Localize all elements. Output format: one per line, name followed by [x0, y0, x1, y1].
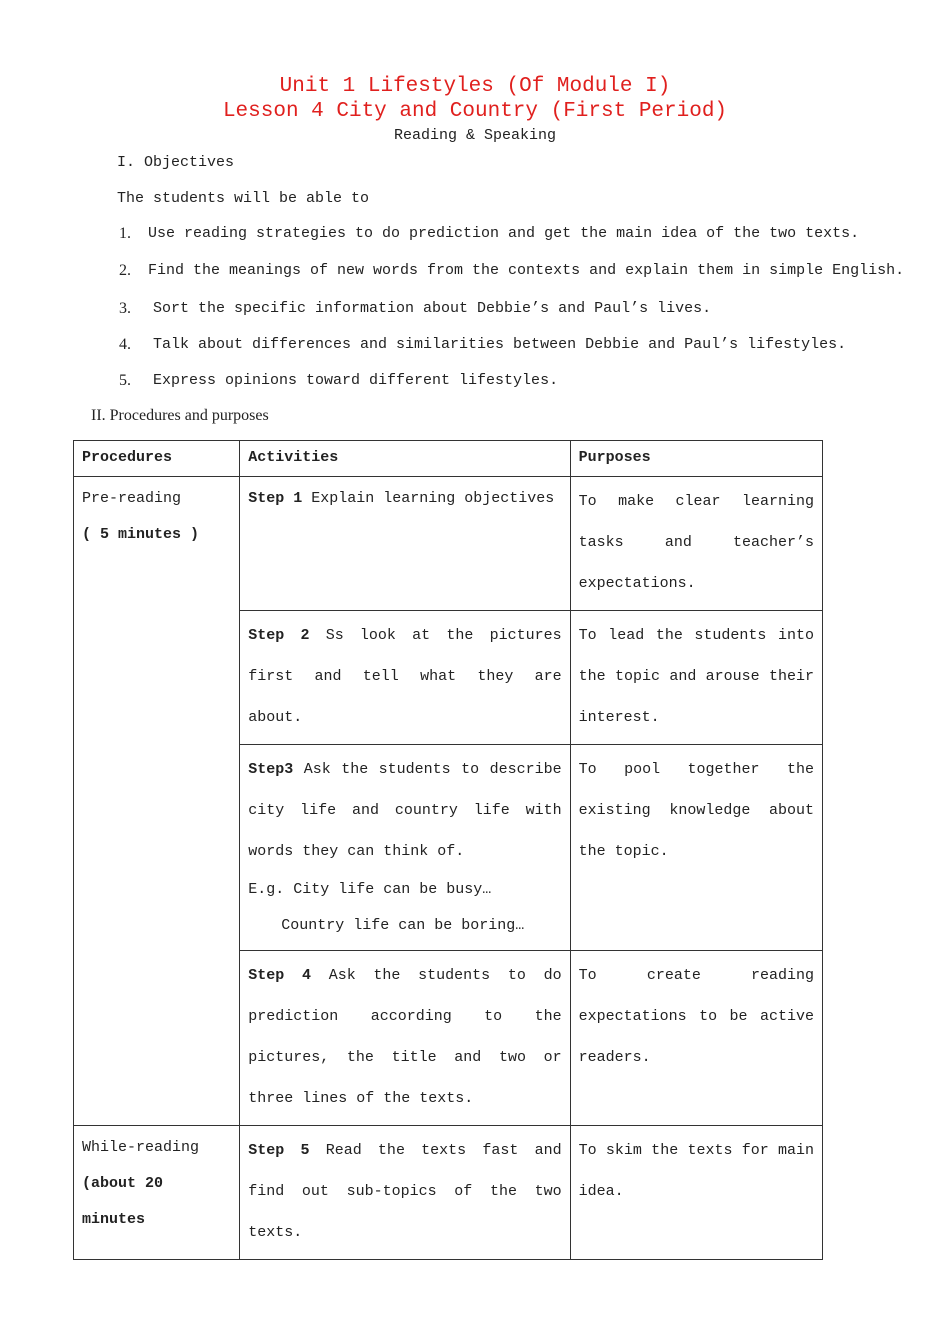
objective-text: Talk about differences and similarities between Debbie and Paul’s lifestyles. [153, 336, 847, 353]
lesson-title: Lesson 4 City and Country (First Period) [222, 100, 728, 123]
activity-cell [240, 745, 570, 951]
objective-number: 3. [119, 300, 131, 317]
activity-text: Explain learning objectives [302, 490, 555, 507]
activity-text: Read the texts fast and find out sub-topics of the two texts. [248, 1142, 562, 1241]
purpose-cell [570, 611, 822, 745]
step-label: Step 4 [248, 967, 311, 984]
objectives-intro: The students will be able to [117, 190, 370, 207]
stage-name: While-reading [82, 1139, 200, 1156]
step-label: Step 1 [248, 490, 303, 507]
activity-text: Ss look at the pictures first and tell what they are about. [248, 627, 562, 726]
objective-text: Find the meanings of new words from the contexts and explain them in simple English. [148, 262, 905, 279]
stage-cell [74, 477, 240, 1126]
activity-cell [240, 1126, 570, 1260]
table-row [74, 1126, 823, 1260]
table-row [74, 477, 823, 611]
activity-cell [240, 951, 570, 1126]
objective-text: Use reading strategies to do prediction and get the main idea of the two texts. [148, 225, 860, 242]
activity-text: Ask the students to describe city life and country life with words they can think of. [248, 761, 562, 860]
step-label: Step3 [248, 761, 294, 778]
purpose-cell [570, 951, 822, 1126]
procedures-heading: II. Procedures and purposes [91, 407, 269, 424]
column-header-activities: Activities [240, 441, 570, 477]
purpose-text: To skim the texts for main idea. [578, 1142, 814, 1200]
column-header-purposes: Purposes [570, 441, 822, 477]
purpose-text: To lead the students into the topic and arouse their interest. [578, 627, 814, 726]
objective-text: Express opinions toward different lifestyles. [153, 372, 559, 389]
purpose-text: To make clear learning tasks and teacher’s expectations. [578, 493, 814, 592]
activity-cell [240, 477, 570, 611]
step-label: Step 2 [248, 627, 310, 644]
purpose-cell [570, 477, 822, 611]
activity-example: Country life can be boring… [281, 917, 525, 934]
stage-name: Pre-reading [82, 490, 182, 507]
table-header-row [74, 441, 823, 477]
activity-example: E.g. City life can be busy… [248, 881, 492, 898]
stage-duration: ( 5 minutes ) [82, 526, 200, 543]
objective-number: 2. [119, 262, 131, 279]
objective-number: 5. [119, 372, 131, 389]
stage-duration: (about 20 minutes [82, 1175, 164, 1228]
purpose-text: To pool together the existing knowledge about the topic. [578, 761, 814, 860]
purpose-text: To create reading expectations to be active readers. [578, 967, 814, 1066]
activity-main [248, 749, 561, 872]
activity-cell [240, 611, 570, 745]
objective-number: 1. [119, 225, 131, 242]
procedures-table [73, 440, 823, 1260]
step-label: Step 5 [248, 1142, 310, 1159]
purpose-cell [570, 1126, 822, 1260]
document-subtitle: Reading & Speaking [393, 127, 557, 144]
objectives-heading: I. Objectives [117, 154, 235, 171]
objective-number: 4. [119, 336, 131, 353]
column-header-procedures: Procedures [74, 441, 240, 477]
activity-text: Ask the students to do prediction according to the pictures, the title and two or three lines of the texts. [248, 967, 562, 1107]
stage-cell [74, 1126, 240, 1260]
purpose-cell [570, 745, 822, 951]
document-title: Unit 1 Lifestyles (Of Module I) [279, 75, 671, 98]
objective-text: Sort the specific information about Debbie’s and Paul’s lives. [153, 300, 712, 317]
